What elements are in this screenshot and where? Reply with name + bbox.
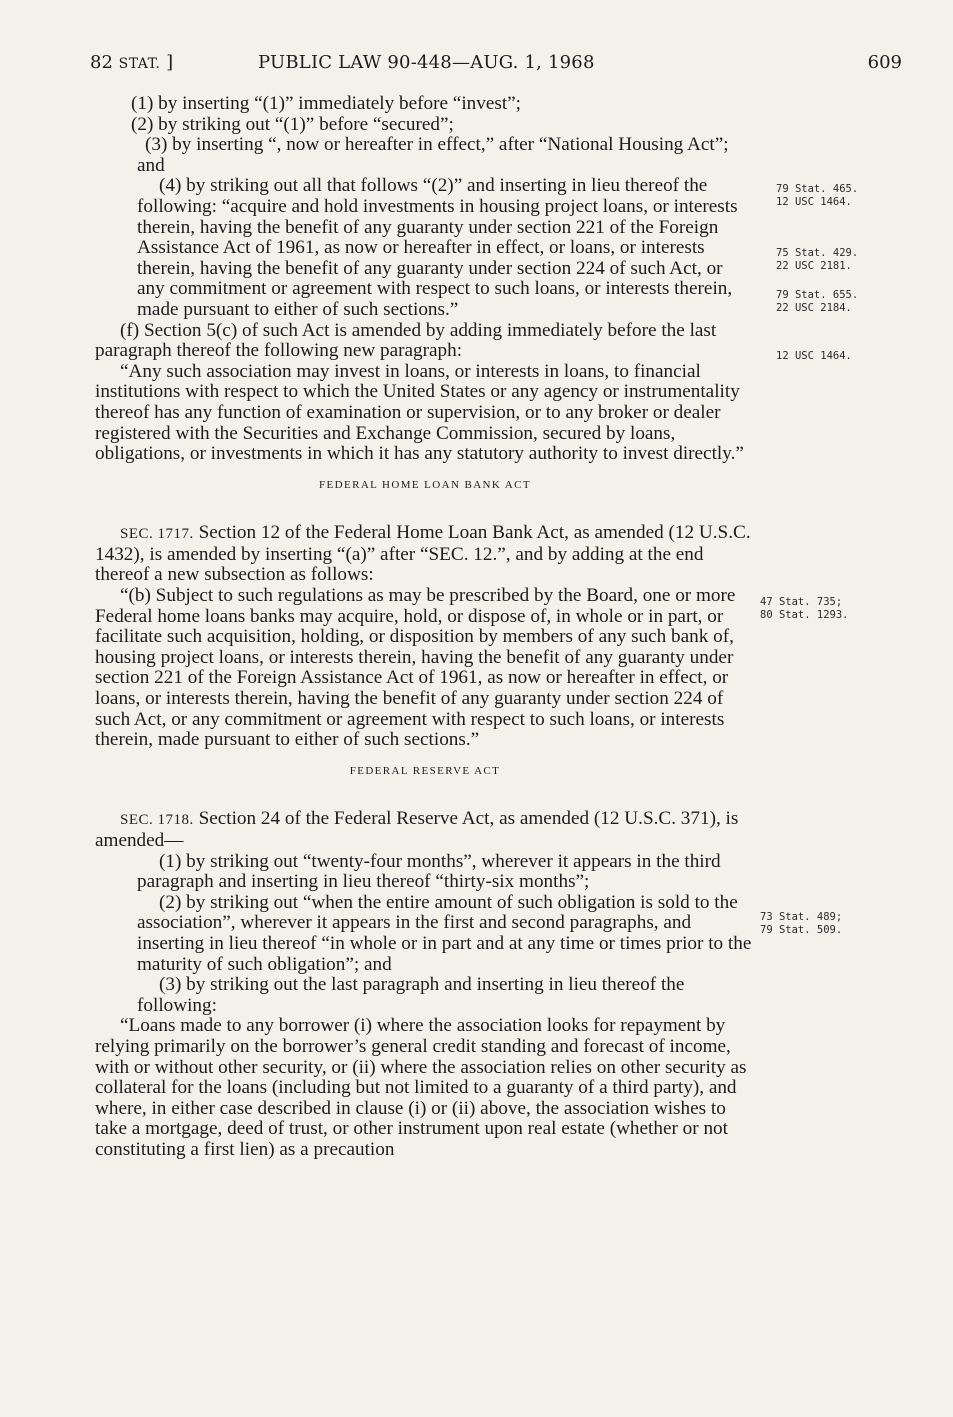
- statute-volume-label: STAT.: [118, 56, 161, 72]
- law-text: [95, 94, 755, 1161]
- heading-federal-home-loan-bank-act: FEDERAL HOME LOAN BANK ACT: [319, 478, 531, 491]
- section-1718-label: SEC. 1718.: [120, 812, 194, 829]
- section-1718-text: Section 24 of the Federal Reserve Act, as amended (12 U.S.C. 371), is amended—: [95, 808, 739, 851]
- public-law-title: PUBLIC LAW 90-448—AUG. 1, 1968: [258, 52, 595, 73]
- statute-volume-number: 82: [90, 52, 113, 73]
- quoted-paragraph-association-investments: “Any such association may invest in loans, or interests in loans, to financial institutions with respect to which the United States or any agency or instrumentality thereof has any function of examination or supervision, or to any broker or dealer registered with the Securities and Exchange Commission, secured by loans, obligations, or investments in which it has any statutory authority to invest directly.”: [95, 360, 744, 465]
- margin-note-2: 75 Stat. 429. 22 USC 2181.: [776, 247, 859, 272]
- margin-note-3: 79 Stat. 655. 22 USC 2184.: [776, 289, 859, 314]
- margin-note-5: 47 Stat. 735; 80 Stat. 1293.: [760, 596, 849, 621]
- quoted-paragraph-loans: “Loans made to any borrower (i) where the association looks for repayment by relying primarily on the borrower’s general credit standing and forecast of income, with or without other security, or (ii) where the association relies on other security as collateral for the loans (including but not limited to a guaranty of a third party), and where, in either case described in clause (i) or (ii) above, the association wishes to take a mortgage, deed of trust, or other instrument upon real estate (whether or not constituting a first lien) as a precaution: [95, 1015, 747, 1160]
- section-1718-clause-2: (2) by striking out “when the entire amount of such obligation is sold to the association”, wherever it appears in the first and second paragraphs, and inserting in lieu thereof “in whole or in part and at any time or times prior to the maturity of such obligation”; and: [137, 891, 752, 975]
- clause-2: (2) by striking out “(1)” before “secured”;: [131, 113, 454, 135]
- section-1717-text: Section 12 of the Federal Home Loan Bank Act, as amended (12 U.S.C. 1432), is amended by inserting “(a)” after “SEC. 12.”, and by adding at the end thereof a new subsection as follows:: [95, 522, 751, 586]
- section-1718-clause-1: (1) by striking out “twenty-four months”, wherever it appears in the third paragraph and inserting in lieu thereof “thirty-six months”;: [137, 850, 721, 893]
- margin-note-1: 79 Stat. 465. 12 USC 1464.: [776, 183, 859, 208]
- clause-4: (4) by striking out all that follows “(2)” and inserting in lieu thereof the following: “acquire and hold investments in housing project loans, or interests therein, having the benefit of any guaranty under section 221 of the Foreign Assistance Act of 1961, as now or hereafter in effect, or loans, or interests therein, having the benefit of any guaranty under section 224 of such Act, or any commitment or agreement with respect to such loans, or interests therein, made pursuant to either of such sections.”: [137, 175, 738, 320]
- section-1718: [95, 809, 755, 851]
- margin-note-4: 12 USC 1464.: [776, 350, 852, 362]
- subsection-f: (f) Section 5(c) of such Act is amended by adding immediately before the last paragraph thereof the following new paragraph:: [95, 319, 717, 362]
- statute-volume-bracket: ]: [166, 52, 174, 73]
- margin-note-6: 73 Stat. 489; 79 Stat. 509.: [760, 911, 843, 936]
- section-1717-label: SEC. 1717.: [120, 526, 194, 543]
- heading-federal-reserve-act: FEDERAL RESERVE ACT: [349, 764, 501, 777]
- quoted-subsection-b: “(b) Subject to such regulations as may be prescribed by the Board, one or more Federal home loans banks may acquire, hold, or dispose of, in whole or in part, or facilitate such acquisition, holding, or disposition by members of any such bank of, housing project loans, or interests therein, having the benefit of any guaranty under section 221 of the Foreign Assistance Act of 1961, as now or hereafter in effect, or loans, or interests therein, having the benefit of any guaranty under section 224 of such Act, or any commitment or agreement with respect to such loans, or interests therein, made pursuant to either of such sections.”: [95, 585, 736, 751]
- page-number: 609: [867, 52, 902, 73]
- section-1718-clause-3: (3) by striking out the last paragraph and inserting in lieu thereof the following:: [137, 974, 685, 1016]
- statute-volume: [90, 52, 173, 73]
- section-1717: [95, 523, 755, 586]
- page-header: [90, 52, 902, 82]
- clause-3: (3) by inserting “, now or hereafter in effect,” after “National Housing Act”; and: [137, 134, 729, 176]
- clause-1: (1) by inserting “(1)” immediately before “invest”;: [131, 93, 521, 114]
